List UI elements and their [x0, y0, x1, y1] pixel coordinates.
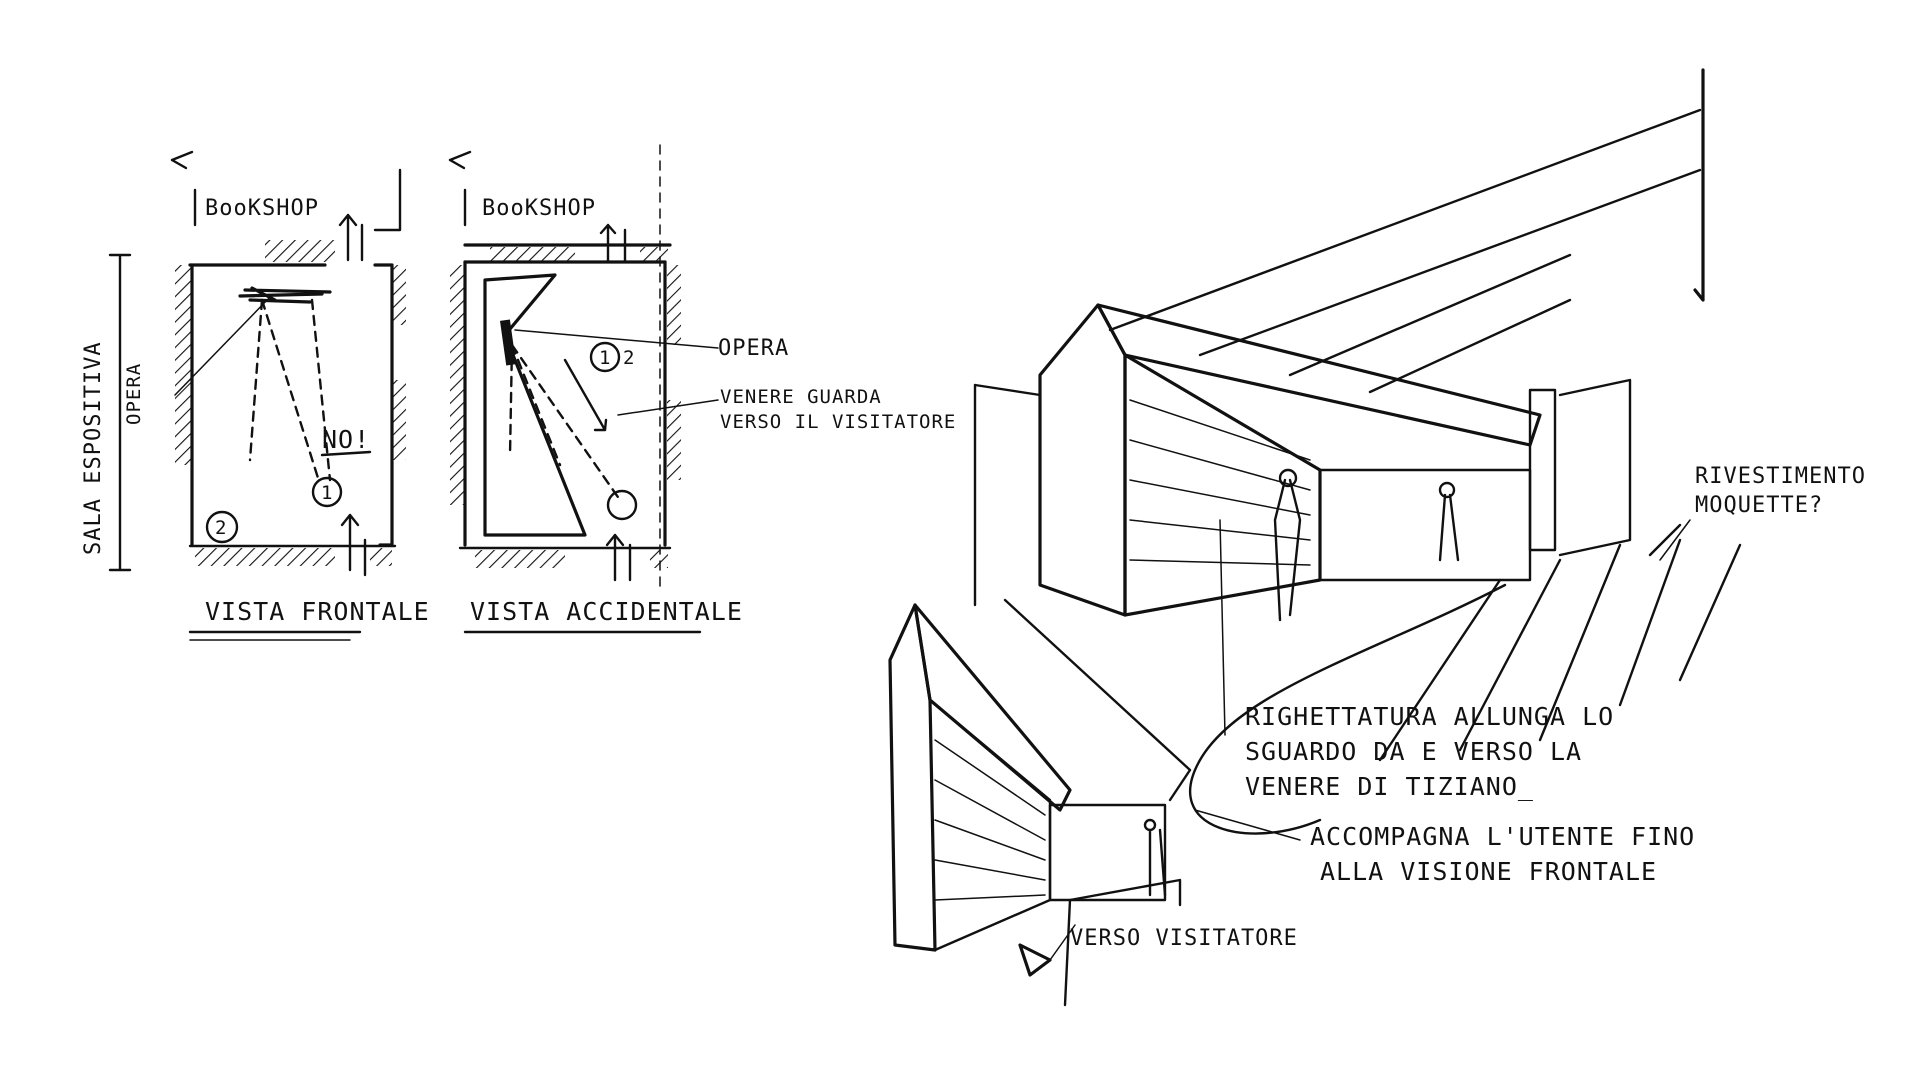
frame-edge [1695, 70, 1703, 300]
plan-accidentale [450, 145, 956, 632]
small-wall-stripes [935, 740, 1045, 900]
wall-hatch-bottom [195, 548, 335, 566]
floor-edge [1005, 600, 1190, 800]
plan-title-frontale: VISTA FRONTALE [205, 597, 430, 626]
perspective-sketch [890, 70, 1866, 1005]
arrow-left-icon [172, 152, 192, 168]
wall-hatch-right [667, 265, 681, 345]
ceiling-line [1200, 170, 1700, 355]
small-wall-volume [890, 605, 935, 950]
arrow-left-icon [450, 152, 470, 168]
note-righettatura-1: RIGHETTATURA ALLUNGA LO [1245, 702, 1615, 731]
wall-hatch-bottom [475, 550, 565, 568]
wall-hatch-right-low [667, 400, 681, 480]
visitor-direction-label: VERSO VISITATORE [1070, 926, 1298, 951]
note-accompagna-1: ACCOMPAGNA L'UTENTE FINO [1310, 822, 1696, 851]
viewpoint-2-label: 2 [623, 347, 636, 369]
bookshop-label: BooKSHOP [482, 196, 596, 221]
left-wall-volume [1040, 305, 1125, 615]
entry-arrow-icon [607, 535, 630, 580]
note-accompagna-2: ALLA VISIONE FRONTALE [1320, 857, 1658, 886]
wall-hatch-right-top [392, 265, 406, 325]
bookshop-label: BooKSHOP [205, 196, 319, 221]
plan-title-accidentale: VISTA ACCIDENTALE [470, 597, 743, 626]
bookshop-wall [375, 170, 400, 230]
marker-no: NO! [322, 425, 371, 454]
cladding-label-2: MOQUETTE? [1695, 493, 1824, 518]
wall-hatch-bottom-right [370, 548, 392, 566]
wall-hatch-right-mid [392, 380, 406, 460]
ceiling-line [1290, 255, 1570, 375]
wall-hatch-bottom-right [650, 550, 668, 568]
exit-arrow-icon [340, 215, 362, 260]
viewpoint-2-label: 2 [215, 517, 228, 539]
right-wall [1560, 380, 1630, 555]
viewpoint-1-label: 1 [599, 347, 612, 369]
side-panel [975, 385, 1040, 605]
wall-hatch-left [450, 265, 464, 505]
visitor-figure [1275, 470, 1300, 620]
wall-hatch-top-right [640, 247, 668, 261]
ceiling-line [1110, 110, 1700, 330]
sight-line [262, 300, 318, 478]
sala-espositiva-label: SALA ESPOSITIVA [81, 341, 106, 555]
wall-hatch-left [175, 265, 192, 465]
note-righettatura-3: VENERE DI TIZIANO_ [1245, 772, 1534, 801]
cladding-label-1: RIVESTIMENTO [1695, 464, 1866, 489]
far-opening [1320, 470, 1530, 580]
room-outline [190, 265, 392, 545]
opera-label: OPERA [123, 362, 145, 425]
opera-leader-line [515, 330, 718, 348]
viewpoint-1-label: 1 [321, 482, 334, 504]
opera-label: OPERA [718, 336, 790, 361]
note-righettatura-2: SGUARDO DA E VERSO LA [1245, 737, 1583, 766]
viewer-triangle-icon [1020, 945, 1050, 975]
visitor-figure [1440, 483, 1458, 560]
note-line-1: VENERE GUARDA [720, 386, 882, 408]
ceiling-plane [1098, 305, 1540, 445]
ceiling-line [1370, 300, 1570, 392]
note-leader-line [1220, 520, 1225, 735]
viewpoint-2-circle [608, 491, 636, 519]
sight-line [250, 300, 262, 460]
wall-hatch-top [490, 247, 575, 261]
wall-hatch-top [265, 240, 335, 262]
note-line-2: VERSO IL VISITATORE [720, 411, 957, 433]
artwork-scribble [240, 288, 330, 302]
plan-frontal [81, 152, 430, 640]
